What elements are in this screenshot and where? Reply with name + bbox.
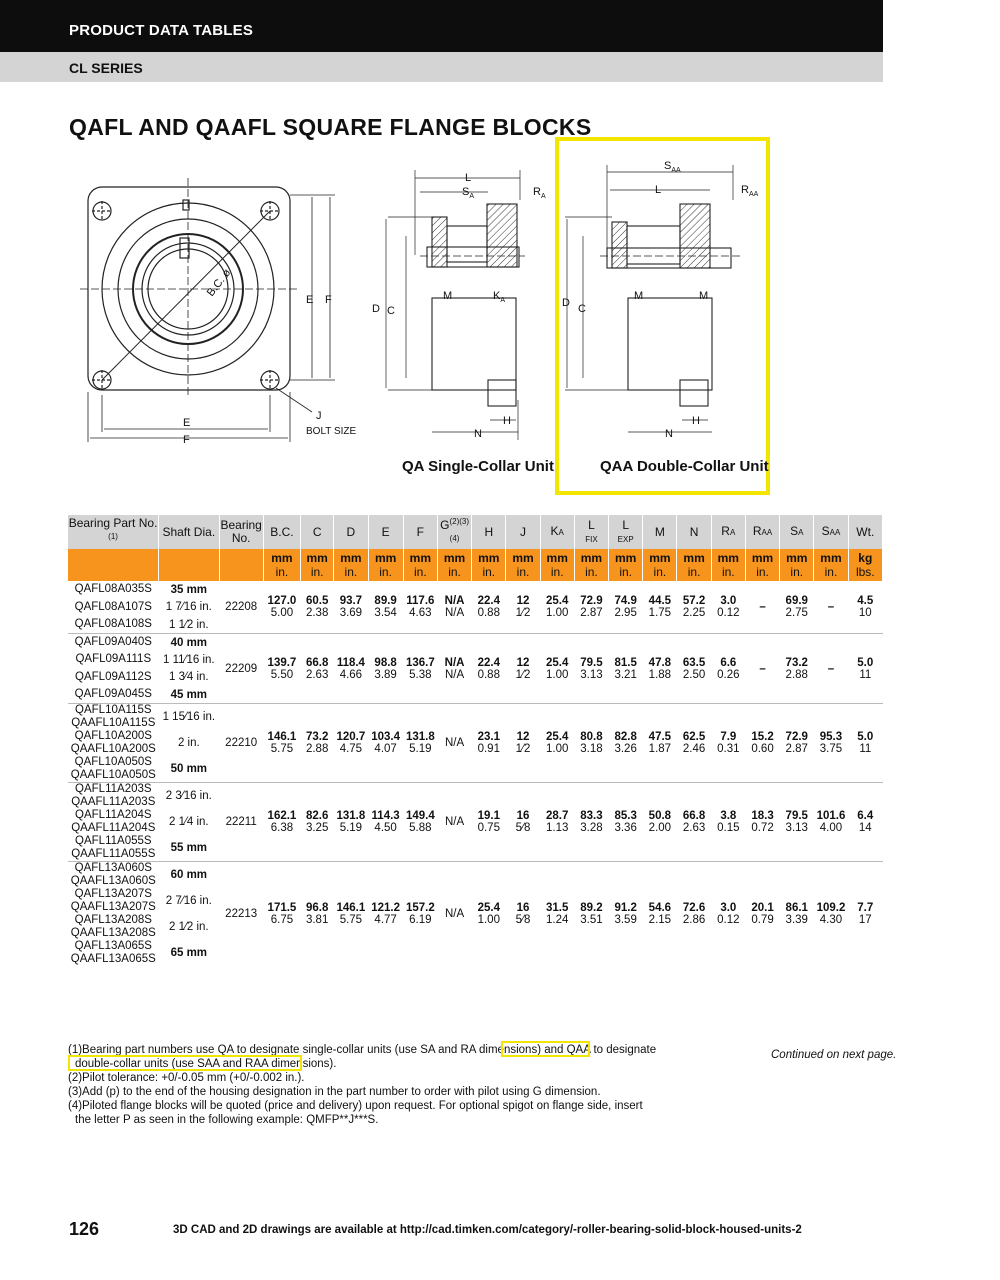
dimension-cell: N/A — [437, 783, 471, 862]
dimension-cell: 62.5 2.46 — [677, 704, 711, 783]
shaft-dia-cell: 1 15⁄16 in. — [159, 704, 219, 731]
single-l-label: L — [465, 172, 472, 184]
dimension-cell: – — [745, 634, 779, 704]
col-bc: B.C. — [263, 515, 300, 549]
dimension-cell: 89.2 3.51 — [574, 862, 608, 967]
dimension-cell: 79.5 3.13 — [574, 634, 608, 704]
page-number: 126 — [69, 1219, 100, 1239]
dimension-cell: 101.6 4.00 — [814, 783, 848, 862]
front-view-drawing — [80, 178, 335, 442]
dimension-cell: N/A — [437, 704, 471, 783]
dimension-cell: N/A N/A — [437, 634, 471, 704]
drawings — [0, 0, 1000, 500]
dimension-cell: 157.2 6.19 — [403, 862, 437, 967]
dimension-cell: 5.0 11 — [848, 634, 882, 704]
dimension-cell: 69.9 2.75 — [785, 595, 808, 619]
series-title: CL SERIES — [69, 60, 143, 76]
j-label: J — [316, 410, 322, 422]
col-f: F — [403, 515, 437, 549]
shaft-dia-cell: 2 3⁄16 in. — [159, 783, 219, 810]
col-sa: SA — [780, 515, 814, 549]
unit-cell: mm in. — [711, 549, 745, 581]
note-1a: (1)Bearing part numbers use QA to designate single-collar units (use SA and RA dimensions) and QAA to designate — [68, 1044, 657, 1056]
single-d-label: D — [372, 303, 380, 315]
dimension-cell: 98.8 3.89 — [368, 634, 403, 704]
unit-cell: mm in. — [437, 549, 471, 581]
table-row — [68, 862, 883, 889]
double-m2-label: M — [699, 290, 709, 302]
dimension-cell: 16 5⁄8 — [506, 862, 540, 967]
single-m-label: M — [443, 290, 453, 302]
dimension-cell: 15.2 0.60 — [745, 704, 779, 783]
double-n-label: N — [665, 428, 673, 440]
part-number-cell: QAFL11A204S QAAFL11A204S — [71, 809, 156, 834]
dimension-cell: 54.6 2.15 — [643, 862, 677, 967]
shaft-dia-cell: 50 mm — [170, 763, 208, 775]
dimension-cell: 95.3 3.75 — [814, 704, 848, 783]
f-bottom-label: F — [183, 434, 190, 446]
dimension-cell: 171.5 6.75 — [263, 862, 300, 967]
dimension-cell: 114.3 4.50 — [368, 783, 403, 862]
unit-cell: mm in. — [506, 549, 540, 581]
unit-cell: mm in. — [263, 549, 300, 581]
bearing-no-cell: 22211 — [219, 783, 263, 862]
dimension-cell: 73.2 2.88 — [780, 634, 814, 704]
dimension-cell: 85.3 3.36 — [609, 783, 643, 862]
part-number-cell: QAFL11A203S QAAFL11A203S — [68, 783, 159, 810]
part-number-cell: QAFL09A112S — [75, 670, 152, 683]
shaft-dia-cell: 1 7⁄16 in. — [165, 601, 212, 614]
double-d-label: D — [562, 297, 570, 309]
col-g: $G^{(2)(3)(4)}$ — [437, 515, 471, 549]
footer-text: 3D CAD and 2D drawings are available at http://cad.timken.com/category/-roller-bearing-solid-block-housed-units-2 — [173, 1224, 802, 1236]
dimension-cell: 109.2 4.30 — [814, 862, 848, 967]
unit-cell: mm in. — [643, 549, 677, 581]
dimension-cell: 73.2 2.88 — [301, 704, 334, 783]
dimension-cell: 7.7 17 — [848, 862, 882, 967]
dimension-cell: 23.1 0.91 — [472, 704, 506, 783]
dimension-cell: 93.7 3.69 — [339, 595, 363, 619]
part-number-cell: QAFL13A208S QAAFL13A208S — [70, 914, 156, 939]
col-raa: RAA — [745, 515, 779, 549]
part-number-cell: QAFL08A108S — [74, 618, 152, 630]
part-number-cell: QAFL09A040S — [68, 634, 159, 652]
shaft-dia-cell: 1 3⁄4 in. — [168, 671, 209, 684]
dimension-cell: 3.0 0.12 — [717, 595, 740, 619]
col-ka: KA — [540, 515, 574, 549]
dimension-cell: 7.9 0.31 — [711, 704, 745, 783]
shaft-dia-cell: 45 mm — [170, 688, 208, 701]
dimension-cell: 139.7 5.50 — [263, 634, 300, 704]
note-4a: (4)Piloted flange blocks will be quoted (price and delivery) upon request. For optional spigot on flange side, insert — [68, 1100, 643, 1112]
bolt-size-label: BOLT SIZE — [306, 426, 357, 437]
dimension-cell: 86.1 3.39 — [780, 862, 814, 967]
dimension-cell: 131.8 5.19 — [403, 704, 437, 783]
col-saa: SAA — [814, 515, 848, 549]
col-h: H — [472, 515, 506, 549]
shaft-dia-cell: 1 11⁄16 in. — [163, 653, 215, 666]
bearing-no-cell: 22209 — [219, 634, 263, 704]
shaft-dia-cell: 65 mm — [170, 947, 208, 959]
part-number-cell: QAFL13A060S QAAFL13A060S — [68, 862, 159, 889]
dimension-cell: 131.8 5.19 — [334, 783, 368, 862]
dimension-cell: 103.4 4.07 — [368, 704, 403, 783]
dimension-cell: 57.2 2.25 — [682, 595, 706, 619]
dimension-cell: 28.7 1.13 — [540, 783, 574, 862]
shaft-dia-cell: 2 1⁄4 in. — [168, 816, 209, 828]
note-1b: double-collar units (use SAA and RAA dimensions). — [75, 1058, 337, 1070]
dimension-cell: 16 5⁄8 — [506, 783, 540, 862]
table-row — [68, 634, 883, 652]
unit-cell: mm in. — [780, 549, 814, 581]
dimension-cell: 5.0 11 — [848, 704, 882, 783]
part-number-cell: QAFL10A115S QAAFL10A115S — [68, 704, 159, 731]
part-number-cell: QAFL10A200S QAAFL10A200S — [70, 730, 156, 755]
dimension-cell: – — [827, 601, 835, 613]
dimension-cell: 47.8 1.88 — [643, 634, 677, 704]
col-wt: Wt. — [848, 515, 882, 549]
dimension-cell: 3.0 0.12 — [711, 862, 745, 967]
dimension-cell: 91.2 3.59 — [609, 862, 643, 967]
single-sa-label: $S_A$ — [462, 186, 475, 200]
dimension-cell: 89.9 3.54 — [374, 595, 397, 619]
dimension-cell: 12 1⁄2 — [506, 634, 540, 704]
double-collar-drawing — [565, 165, 740, 432]
single-h-label: H — [503, 415, 511, 427]
dimension-cell: 72.6 2.86 — [677, 862, 711, 967]
shaft-dia-cell: 35 mm — [170, 583, 208, 596]
shaft-dia-cell: 2 in. — [177, 737, 200, 749]
dimension-cell: 12 1⁄2 — [506, 704, 540, 783]
dimension-cell: 19.1 0.75 — [472, 783, 506, 862]
shaft-dia-cell: 2 7⁄16 in. — [165, 895, 212, 907]
double-m1-label: M — [634, 290, 644, 302]
dimension-cell: 72.9 2.87 — [580, 595, 603, 619]
double-c-label: C — [578, 303, 586, 315]
dimension-cell: 81.5 3.21 — [609, 634, 643, 704]
table-row — [68, 704, 883, 731]
dimension-cell: – — [814, 634, 848, 704]
col-shaft: Shaft Dia. — [159, 515, 219, 549]
single-ra-label: $R_A$ — [533, 186, 546, 200]
dimension-cell: 146.1 5.75 — [263, 704, 300, 783]
dimension-cell: 80.8 3.18 — [574, 704, 608, 783]
dimension-cell: 149.4 5.88 — [403, 783, 437, 862]
bc-label: B.C. ø — [204, 266, 234, 299]
col-l-exp: L EXP — [609, 515, 643, 549]
col-m: M — [643, 515, 677, 549]
col-l-fix: L FIX — [574, 515, 608, 549]
dimension-cell: 44.5 1.75 — [648, 595, 672, 619]
col-e: E — [368, 515, 403, 549]
dimension-cell: – — [759, 601, 766, 613]
part-number-cell: QAFL13A207S QAAFL13A207S — [70, 888, 156, 913]
part-number-cell: QAFL10A050S QAAFL10A050S — [70, 756, 156, 781]
dimension-cell: 96.8 3.81 — [301, 862, 334, 967]
dimension-cell: 66.8 2.63 — [301, 634, 334, 704]
dimension-cell: 127.0 5.00 — [267, 595, 297, 619]
bearing-no-cell: 22208 — [225, 601, 258, 613]
dimension-cell: 31.5 1.24 — [540, 862, 574, 967]
part-number-cell: QAFL13A065S QAAFL13A065S — [70, 940, 156, 965]
double-l-label: L — [655, 184, 662, 196]
single-collar-drawing — [386, 170, 525, 440]
unit-cell: mm in. — [368, 549, 403, 581]
unit-cell: mm in. — [540, 549, 574, 581]
dimension-cell: 79.5 3.13 — [780, 783, 814, 862]
note-2: (2)Pilot tolerance: +0/-0.05 mm (+0/-0.002 in.). — [68, 1072, 305, 1084]
shaft-dia-cell: 40 mm — [159, 634, 219, 652]
shaft-dia-cell: 55 mm — [170, 842, 208, 854]
part-number-cell: QAFL11A055S QAAFL11A055S — [71, 835, 156, 860]
note-highlight-1 — [501, 1041, 590, 1057]
dimension-cell: 83.3 3.28 — [574, 783, 608, 862]
dimension-cell: 162.1 6.38 — [263, 783, 300, 862]
dimension-cell: 118.4 4.66 — [334, 634, 368, 704]
shaft-dia-cell: 2 1⁄2 in. — [168, 921, 209, 933]
dimension-cell: 47.5 1.87 — [643, 704, 677, 783]
dimension-cell: 66.8 2.63 — [677, 783, 711, 862]
single-collar-caption: QA Single-Collar Unit — [402, 458, 554, 475]
dimension-cell: 72.9 2.87 — [780, 704, 814, 783]
dimension-cell: 121.2 4.77 — [368, 862, 403, 967]
unit-cell: kg lbs. — [848, 549, 882, 581]
note-highlight-2 — [68, 1055, 302, 1071]
data-table — [68, 515, 883, 966]
part-number-cell: QAFL08A035S — [74, 583, 152, 596]
f-side-label: F — [325, 294, 332, 306]
single-n-label: N — [474, 428, 482, 440]
table-row — [68, 783, 883, 810]
note-4b: the letter P as seen in the following example: QMFP**J***S. — [75, 1114, 379, 1126]
dimension-cell: 50.8 2.00 — [643, 783, 677, 862]
double-h-label: H — [692, 415, 700, 427]
table-units-row — [68, 549, 883, 581]
col-d: D — [334, 515, 368, 549]
dimension-cell: 25.4 1.00 — [546, 595, 569, 619]
unit-cell: mm in. — [745, 549, 779, 581]
dimension-cell: 18.3 0.72 — [745, 783, 779, 862]
unit-cell: mm in. — [334, 549, 368, 581]
dimension-cell: 25.4 1.00 — [540, 634, 574, 704]
note-3: (3)Add (p) to the end of the housing designation in the part number to order with pilot using G dimension. — [68, 1086, 601, 1098]
unit-cell: mm in. — [472, 549, 506, 581]
dimension-cell: 22.4 0.88 — [472, 634, 506, 704]
dimension-cell: 82.8 3.26 — [609, 704, 643, 783]
dimension-cell: 82.6 3.25 — [301, 783, 334, 862]
page-title: QAFL AND QAAFL SQUARE FLANGE BLOCKS — [69, 114, 592, 140]
unit-cell: mm in. — [609, 549, 643, 581]
dimension-cell: 12 1⁄2 — [515, 595, 531, 619]
unit-cell: mm in. — [301, 549, 334, 581]
part-number-cell: QAFL08A107S — [74, 600, 152, 613]
unit-cell: mm in. — [814, 549, 848, 581]
dimension-cell: 120.7 4.75 — [334, 704, 368, 783]
dimension-cell: 6.4 14 — [848, 783, 882, 862]
double-saa-label: $S_{AA}$ — [664, 160, 681, 174]
unit-cell: mm in. — [677, 549, 711, 581]
dimension-cell: 146.1 5.75 — [334, 862, 368, 967]
e-side-label: E — [306, 294, 314, 306]
part-number-cell: QAFL09A045S — [74, 688, 152, 700]
single-ka-label: $K_A$ — [493, 290, 506, 304]
shaft-dia-cell: 1 1⁄2 in. — [168, 618, 209, 631]
col-ra: RA — [711, 515, 745, 549]
dimension-cell: 3.8 0.15 — [711, 783, 745, 862]
dimension-cell: 74.9 2.95 — [614, 595, 637, 619]
dimension-cell: 25.4 1.00 — [540, 704, 574, 783]
col-j: J — [506, 515, 540, 549]
dimension-cell: 20.1 0.79 — [745, 862, 779, 967]
unit-cell: mm in. — [403, 549, 437, 581]
section-title: PRODUCT DATA TABLES — [69, 22, 254, 39]
dimension-cell: 4.5 10 — [857, 595, 874, 619]
shaft-dia-cell: 60 mm — [159, 862, 219, 889]
col-c: C — [301, 515, 334, 549]
col-n: N — [677, 515, 711, 549]
continued-note: Continued on next page. — [771, 1049, 897, 1061]
table-header-row — [68, 515, 883, 549]
dimension-cell: N/A N/A — [444, 595, 465, 619]
bearing-no-cell: 22213 — [219, 862, 263, 967]
dimension-cell: 25.4 1.00 — [472, 862, 506, 967]
single-c-label: C — [387, 305, 395, 317]
dimension-cell: 63.5 2.50 — [677, 634, 711, 704]
dimension-cell: 60.5 2.38 — [305, 595, 329, 619]
double-raa-label: $R_{AA}$ — [741, 184, 759, 198]
unit-cell: mm in. — [574, 549, 608, 581]
part-number-cell: QAFL09A111S — [75, 653, 152, 666]
dimension-cell: N/A — [437, 862, 471, 967]
dimension-cell: 136.7 5.38 — [403, 634, 437, 704]
col-bearing-no: Bearing No. — [219, 515, 263, 549]
dimension-cell: 117.6 4.63 — [406, 595, 435, 619]
table-row — [68, 581, 883, 599]
e-bottom-label: E — [183, 417, 191, 429]
double-collar-caption: QAA Double-Collar Unit — [600, 458, 769, 475]
dimension-cell: 6.6 0.26 — [711, 634, 745, 704]
bearing-no-cell: 22210 — [219, 704, 263, 783]
dimension-cell: 22.4 0.88 — [477, 595, 500, 619]
col-part-no: Bearing Part No.$^{(1)}$ — [68, 515, 159, 549]
